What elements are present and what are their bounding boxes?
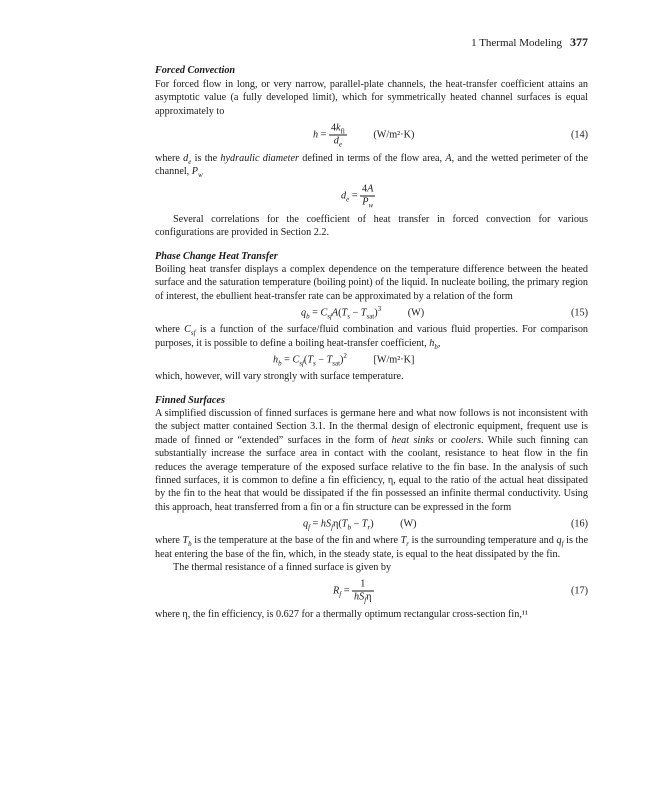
running-header [155,36,588,50]
equation-hydraulic-diameter: $d_e$ = $\frac{4A}{P_w}$ [341,183,374,210]
paragraph: A simplified discussion of finned surfaces is germane here and what now follows is not inconsistent with the subject matter contained Section 3.1. In the thermal design of electronic equipment, frequent use is made of finned or “extended” surfaces in the form of heat sinks or coolers. While such finning can substantially increase the surface area in contact with the coolant, resistance to heat flow in the fin reduces the average temperature of the exposed surface relative to the fin base. In the analysis of such finned surfaces, it is common to define a fin efficiency, η, equal to the ratio of the actual heat dissipated by the fin to the heat that would be dissipated if the fin possessed an infinite thermal conductivity. Using this approach, heat transferred from a fin or a fin structure can be expressed in the form [155,407,588,513]
equation-14: h = $\frac{4k_{fl}}{d_e}$ (W/m²·K) (14) [313,122,588,149]
equation-number: (16) [571,518,588,530]
paragraph: which, however, will vary strongly with surface temperature. [155,371,404,383]
eq-unit: (W/m²·K) [373,129,415,141]
fraction: $\frac{4A}{P_w}$ [362,183,374,210]
paragraph: For forced flow in long, or very narrow, parallel-plate channels, the heat-transfer coefficient attains an asymptotic value (a fully developed limit), which for symmetrically heated channel surfaces is equal approximately to [155,78,588,117]
equation-number: (17) [571,585,588,597]
section-title-phase-change: Phase Change Heat Transfer [155,250,278,262]
equation-boiling-coefficient: $h_b = C_{sf}(T_s - T_{sat})^2$ [W/m²·K] [273,352,415,368]
section-title-finned-surfaces: Finned Surfaces [155,394,225,406]
page-number: 377 [570,35,588,49]
equation-15: $q_b = C_{sf}A(T_s - T_{sat})^3$ (W) (15) [301,305,588,321]
paragraph: where $d_e$ is the hydraulic diameter defined in terms of the flow area, A, and the wetted perimeter of the channel, $P_w$ [155,153,588,180]
equation-17: $R_f$ = $\frac{1}{hS_f\eta}$ (17) [333,578,588,605]
equation-number: (15) [571,307,588,319]
paragraph: where $T_b$ is the temperature at the base of the fin and where $T_r$ is the surrounding temperature and $q_f$ is the heat entering the base of the fin, which, in the steady state, is equal to the heat dissipated by the fin. [155,535,588,560]
eq-lhs: h [313,129,319,141]
eq-unit: [W/m²·K] [373,354,415,366]
section-title-forced-convection: Forced Convection [155,65,236,77]
equation-number: (14) [571,129,588,141]
eq-unit: (W) [400,518,417,530]
page [155,36,588,622]
paragraph: Several correlations for the coefficient of heat transfer in forced convection for various configurations are provided in Section 2.2. [155,213,588,239]
paragraph: Boiling heat transfer displays a complex dependence on the temperature difference between the heated surface and the saturation temperature (boiling point) of the liquid. In nucleate boiling, the primary region of interest, the ebullient heat-transfer rate can be approximated by a relation of the form [155,264,588,302]
eq-unit: (W) [407,307,425,319]
paragraph: where $C_{sf}$ is a function of the surface/fluid combination and various fluid properties. For comparison purposes, it is possible to define a boiling heat-transfer coefficient, $h_b$, [155,324,589,351]
fraction: $\frac{1}{hS_f\eta}$ [354,578,372,605]
paragraph: The thermal resistance of a finned surface is given by [173,561,392,573]
paragraph: where η, the fin efficiency, is 0.627 for a thermally optimum rectangular cross-section fin,¹¹ [155,609,528,621]
equation-16: $q_f = hS_f\eta(T_b - T_r)$ (W) (16) [303,518,588,532]
running-head: 1 Thermal Modeling [471,37,562,49]
fraction: $\frac{4k_{fl}}{d_e}$ [330,122,345,149]
